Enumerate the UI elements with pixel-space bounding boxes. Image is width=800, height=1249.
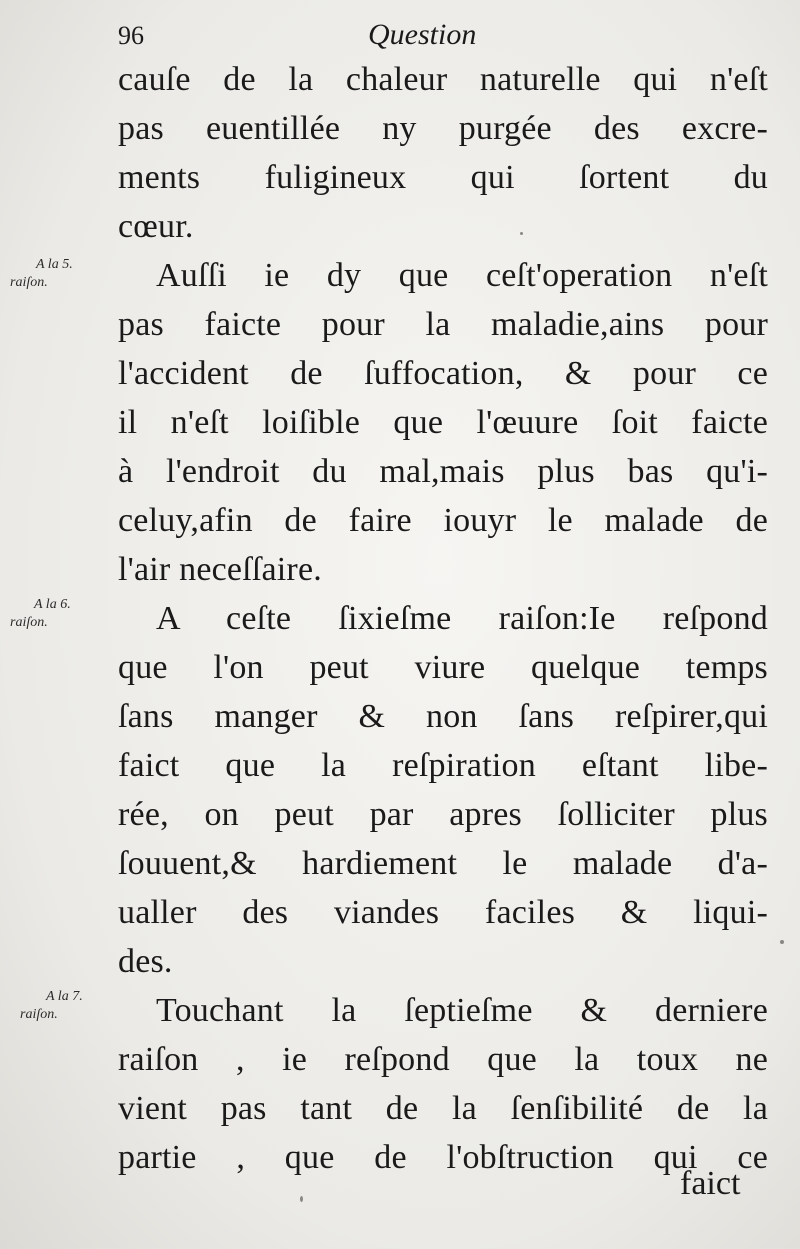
page-number: 96	[118, 21, 144, 50]
text-line: des.	[118, 943, 173, 980]
text-line: ualler des viandes faciles & liqui-	[118, 894, 768, 931]
paper-speck	[300, 1196, 303, 1202]
text-line: l'accident de ſuffocation, & pour ce	[118, 355, 768, 392]
text-line: A ceſte ſixieſme raiſon:Ie reſpond	[156, 600, 768, 637]
page-header	[0, 8, 800, 52]
text-line: raiſon , ie reſpond que la toux ne	[118, 1041, 768, 1078]
margin-note-label: raiſon.	[20, 1007, 58, 1022]
text-line: à l'endroit du mal,mais plus bas qu'i-	[118, 453, 768, 490]
text-line: il n'eſt loiſible que l'œuure ſoit faicte	[118, 404, 768, 441]
text-line: cauſe de la chaleur naturelle qui n'eſt	[118, 61, 768, 98]
margin-note-5	[4, 256, 114, 292]
margin-note-6	[4, 596, 114, 632]
text-line: ſouuent,& hardiement le malade d'a-	[118, 845, 768, 882]
text-line: vient pas tant de la ſenſibilité de la	[118, 1090, 768, 1127]
text-line: cœur.	[118, 208, 194, 245]
paper-speck	[520, 232, 523, 235]
margin-note-label: raiſon.	[10, 275, 48, 290]
text-line: ments fuligineux qui ſortent du	[118, 159, 768, 196]
catchword: faict	[680, 1165, 741, 1202]
text-line: rée, on peut par apres ſolliciter plus	[118, 796, 768, 833]
text-line: celuy,afin de faire iouyr le malade de	[118, 502, 768, 539]
margin-note-label: A la 6.	[34, 597, 71, 612]
margin-note-label: raiſon.	[10, 615, 48, 630]
text-line: Touchant la ſeptieſme & derniere	[156, 992, 768, 1029]
text-line: pas faicte pour la maladie,ains pour	[118, 306, 768, 343]
text-line: Auſſi ie dy que ceſt'operation n'eſt	[156, 257, 768, 294]
text-line: l'air neceſſaire.	[118, 551, 322, 588]
text-line: que l'on peut viure quelque temps	[118, 649, 768, 686]
margin-note-label: A la 5.	[36, 257, 73, 272]
text-line: ſans manger & non ſans reſpirer,qui	[118, 698, 768, 735]
margin-note-label: A la 7.	[46, 989, 83, 1004]
paper-speck	[780, 940, 784, 944]
margin-note-7	[4, 988, 114, 1024]
text-line: pas euentillée ny purgée des excre-	[118, 110, 768, 147]
text-line: faict que la reſpiration eſtant libe-	[118, 747, 768, 784]
text-line: partie , que de l'obſtruction qui ce	[118, 1139, 768, 1176]
running-head: Question	[368, 18, 477, 51]
